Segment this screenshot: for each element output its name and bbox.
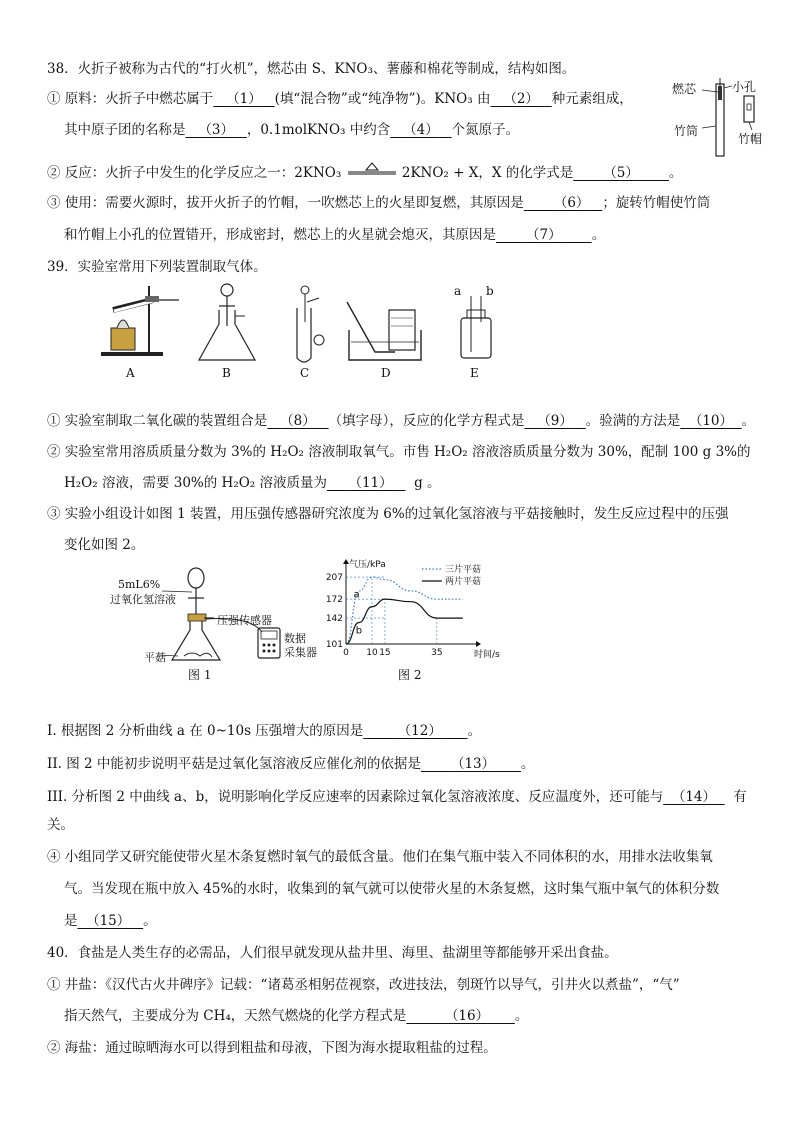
text: 是 — [64, 913, 78, 929]
collector-label-1: 数据 — [284, 632, 306, 645]
apparatus-d — [347, 302, 421, 360]
q40-part2: ② 海盐：通过晾晒海水可以得到粗盐和母液，下图为海水提取粗盐的过程。 — [47, 1040, 497, 1056]
apparatus-a — [101, 286, 179, 356]
blank-6: （6） — [553, 195, 590, 211]
q38-part1-line2 — [64, 121, 519, 139]
blank-4: （4） — [403, 122, 439, 138]
text: ① 实验室制取二氧化碳的装置组合是 — [47, 413, 268, 429]
x-tick-label: 0 — [343, 648, 349, 658]
text: 种元素组成， — [551, 91, 633, 107]
pressure-chart — [318, 558, 518, 663]
cap-label: 竹帽 — [738, 132, 763, 146]
text: 。 — [514, 1008, 529, 1024]
text: 。 — [591, 227, 606, 243]
apparatus-b — [199, 284, 255, 360]
blank-14: （14） — [671, 789, 717, 805]
apparatus-e — [461, 296, 491, 358]
figure-1 — [110, 560, 320, 685]
series-line-a — [346, 577, 463, 644]
figure-1-caption: 图 1 — [188, 668, 212, 682]
q39-i — [47, 722, 481, 740]
text: ① 原料：火折子中燃芯属于 — [47, 91, 214, 107]
blank-1: （1） — [226, 91, 262, 107]
blank-7: （7） — [526, 227, 562, 243]
text: 。 — [467, 723, 482, 739]
text: 2KNO₂ + X，X 的化学式是 — [401, 165, 574, 181]
q40-part1-line1: ① 井盐：《汉代古火井碑序》记载：“诸葛丞相躬莅视察，改进技法，刳斑竹以导气，引井火以煮盐”，“气” — [47, 977, 680, 993]
wick-label: 燃芯 — [672, 82, 697, 96]
legend-label-a: 三片平菇 — [445, 565, 482, 575]
q39-part3-line2: 变化如图 2。 — [64, 537, 145, 553]
blank-5: （5） — [603, 165, 639, 181]
text: 和竹帽上小孔的位置错开，形成密封，燃芯上的火星就会熄灭，其原因是 — [64, 227, 496, 243]
blank-9: （9） — [537, 413, 573, 429]
y-tick-label: 207 — [325, 573, 343, 584]
reagent-label-2: 过氧化氢溶液 — [110, 593, 176, 606]
q40-title: 40．食盐是人类生存的必需品，人们很早就发现从盐井里、海里、盐湖里等都能够开采出食盐。 — [47, 945, 618, 961]
q38-part1-line1 — [47, 90, 633, 108]
q38-part3-line2 — [64, 226, 605, 244]
q39-title: 39．实验室常用下列装置制取气体。 — [47, 259, 267, 275]
collector-label-2: 采集器 — [284, 646, 317, 659]
q39-part4-line3 — [64, 912, 157, 930]
apparatus-c — [297, 286, 324, 362]
text: 其中原子团的名称是 — [64, 122, 186, 138]
q39-iii-line1 — [47, 788, 747, 806]
y-axis-label: 气压/kPa — [349, 560, 386, 570]
text: I. 根据图 2 分析曲线 a 在 0~10s 压强增大的原因是 — [47, 723, 364, 739]
fire-stick-figure — [672, 76, 772, 161]
heating-arrow — [346, 163, 398, 177]
q39-part4-line2: 气。当发现在瓶中放入 45%的水时，收集到的氧气就可以使带火星的木条复燃，这时集气瓶中氧气的体积分数 — [64, 881, 720, 897]
x-axis-arrow — [476, 641, 481, 647]
q39-ii — [47, 755, 534, 773]
blank-11: （11） — [348, 475, 393, 491]
curve-a-label: a — [353, 589, 360, 601]
x-tick-label: 10 — [366, 648, 378, 658]
blank-10: （10） — [688, 413, 734, 429]
x-tick-label: 35 — [431, 648, 443, 658]
label-d: D — [381, 366, 391, 380]
text: II. 图 2 中能初步说明平菇是过氧化氢溶液反应催化剂的依据是 — [47, 756, 421, 772]
text: III. 分析图 2 中曲线 a、b，说明影响化学反应速率的因素除过氧化氢溶液浓度、反应温度外，还可能与 — [47, 789, 664, 805]
text: ③ 使用：需要火源时，拔开火折子的竹帽，一吹燃芯上的火星即复燃，其原因是 — [47, 195, 524, 211]
text: 。 — [143, 913, 157, 929]
text: （填字母），反应的化学方程式是 — [328, 413, 525, 429]
q38-part2 — [47, 163, 682, 182]
q39-part1 — [47, 412, 755, 430]
x-tick-label: 15 — [379, 648, 391, 658]
q39-part2-line1: ② 实验室常用溶质质量分数为 3%的 H₂O₂ 溶液制取氧气。市售 H₂O₂ 溶液溶质质量分数为 30%，配制 100 g 3%的 — [47, 444, 751, 460]
heat-triangle-icon — [346, 161, 398, 175]
hole-label: 小孔 — [732, 80, 757, 94]
figure-2-caption: 图 2 — [398, 668, 422, 682]
tube-label: 竹筒 — [674, 124, 699, 138]
blank-2: （2） — [503, 91, 539, 107]
blank-3: （3） — [198, 122, 234, 138]
curve-b-label: b — [355, 625, 363, 637]
label-a: A — [126, 366, 135, 380]
legend-label-b: 两片平菇 — [445, 577, 482, 587]
text: (填“混合物”或“纯净物”)。KNO₃ 由 — [274, 91, 491, 107]
blank-13: （13） — [450, 756, 496, 772]
q38-title: 38．火折子被称为古代的“打火机”，燃芯由 S、KNO₃、薯藤和棉花等制成，结构如图。 — [47, 61, 576, 77]
blank-8: （8） — [280, 413, 316, 429]
apparatus-figure — [95, 282, 515, 382]
text: 有 — [733, 789, 747, 805]
reagent-label-1: 5mL6% — [118, 578, 161, 591]
q39-iii-line2: 关。 — [47, 817, 74, 833]
y-tick-label: 142 — [325, 614, 343, 625]
text: 。验满的方法是 — [585, 413, 681, 429]
text: H₂O₂ 溶液，需要 30%的 H₂O₂ 溶液质量为 — [64, 475, 327, 491]
y-tick-label: 172 — [325, 595, 343, 606]
figure-2 — [318, 558, 518, 685]
text: ，0.1molKNO₃ 中约含 — [246, 122, 391, 138]
text: ② 反应：火折子中发生的化学反应之一：2KNO₃ — [47, 165, 342, 181]
q39-part2-line2 — [64, 474, 441, 492]
mushroom-label: 平菇 — [144, 651, 166, 664]
text: 指天然气，主要成分为 CH₄，天然气燃烧的化学方程式是 — [64, 1008, 407, 1024]
series-line-b — [346, 599, 463, 644]
label-b: B — [222, 366, 231, 380]
y-tick-label: 101 — [325, 640, 343, 650]
label-e: E — [470, 366, 479, 380]
text: 个氮原子。 — [451, 122, 520, 138]
q40-part1-line2 — [64, 1007, 528, 1025]
label-c: C — [300, 366, 310, 380]
blank-15: （15） — [86, 913, 131, 929]
text: g 。 — [414, 475, 441, 491]
port-b-label: b — [486, 284, 494, 298]
blank-12: （12） — [397, 723, 442, 739]
text: 。 — [741, 413, 756, 429]
q38-part3-line1 — [47, 194, 710, 212]
blank-16: （16） — [444, 1008, 490, 1024]
port-a-label: a — [454, 284, 462, 298]
q39-part4-line1: ④ 小组同学又研究能使带火星木条复燃时氧气的最低含量。他们在集气瓶中装入不同体积的水，用排水法收集氧 — [47, 849, 713, 865]
sensor-label: 压强传感器 — [217, 614, 272, 627]
text: 。 — [520, 756, 535, 772]
x-axis-label: 时间/s — [474, 650, 500, 660]
text: 。 — [668, 165, 683, 181]
q39-part3-line1: ③ 实验小组设计如图 1 装置，用压强传感器研究浓度为 6%的过氧化氢溶液与平菇接触时，发生反应过程中的压强 — [47, 506, 729, 522]
text: ；旋转竹帽使竹筒 — [602, 195, 711, 211]
